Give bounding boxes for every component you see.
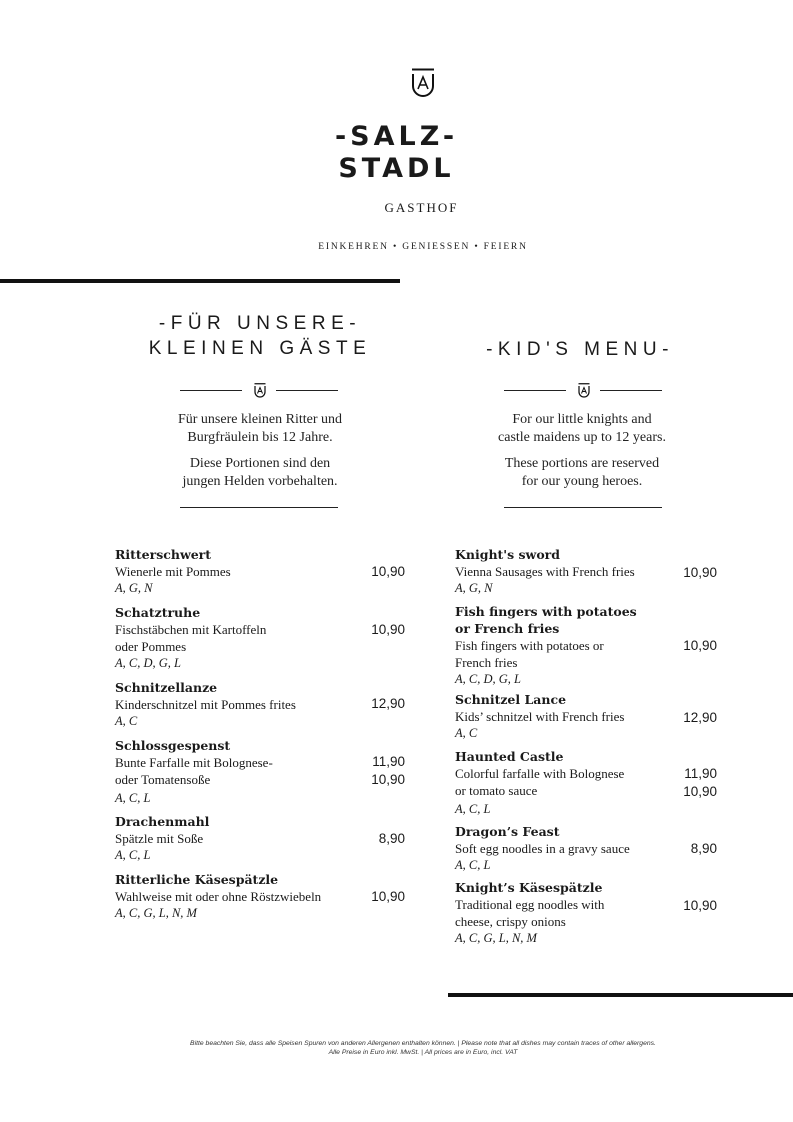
item-price: 10,90 (371, 622, 405, 637)
top-divider-bar (0, 279, 400, 283)
crest-logo-icon (411, 68, 435, 100)
item-name: Schnitzellanze (115, 680, 218, 695)
item-price: 8,90 (378, 831, 405, 846)
english-ornament-divider (504, 383, 664, 397)
tagline: EINKEHREN • GENIESSEN • FEIERN (318, 242, 528, 252)
item-description: Wienerle mit Pommes (115, 564, 231, 579)
item-description: Spätzle mit Soße (115, 831, 204, 846)
item-price: 12,90 (683, 710, 717, 725)
item-name: Schnitzel Lance (455, 692, 567, 707)
item-price: 10,90 (683, 638, 717, 653)
price-note: Alle Preise in Euro inkl. MwSt. | All prices are in Euro, incl. VAT (328, 1049, 518, 1056)
item-name: Haunted Castle (455, 749, 564, 764)
english-intro-reserved: These portions are reserved for our young heroes. (504, 456, 660, 489)
menu-item (115, 813, 365, 864)
menu-item (115, 871, 365, 922)
item-name: Dragon’s Feast (455, 824, 560, 839)
item-allergens: A, C, G, L, N, M (455, 931, 537, 945)
item-allergens: A, C, L (115, 848, 151, 862)
crest-small-icon (576, 383, 592, 399)
english-intro-age: For our little knights and castle maidens up to 12 years. (498, 412, 666, 445)
item-price: 11,90 10,90 (371, 754, 405, 787)
item-description: Wahlweise mit oder ohne Röstzwiebeln (115, 889, 322, 904)
item-price: 10,90 (371, 889, 405, 904)
german-heading-line2: KLEINEN GÄSTE (148, 338, 372, 359)
item-price: 10,90 (683, 898, 717, 913)
menu-item (455, 603, 675, 688)
item-allergens: A, C, L (455, 802, 491, 816)
german-ornament-divider (180, 383, 340, 397)
item-description: Vienna Sausages with French fries (455, 564, 635, 579)
menu-item (115, 679, 365, 730)
german-intro-rule (180, 507, 338, 508)
item-description: Kids’ schnitzel with French fries (455, 709, 625, 724)
item-name: Ritterliche Käsespätzle (115, 872, 279, 887)
brand-name-line1: -SALZ- (334, 121, 459, 152)
english-intro (452, 411, 712, 499)
menu-item (455, 546, 675, 597)
item-price: 11,90 10,90 (683, 766, 717, 799)
menu-item (115, 604, 365, 672)
item-name: Drachenmahl (115, 814, 210, 829)
item-description: Traditional egg noodles with cheese, crispy onions (455, 897, 605, 929)
item-allergens: A, G, N (455, 581, 493, 595)
english-intro-rule (504, 507, 662, 508)
item-price: 12,90 (371, 696, 405, 711)
item-allergens: A, G, N (115, 581, 153, 595)
item-allergens: A, C, L (115, 791, 151, 805)
item-name: Schatztruhe (115, 605, 201, 620)
item-name: Knight’s Käsespätzle (455, 880, 603, 895)
german-heading-line1: -FÜR UNSERE- (158, 313, 362, 334)
item-description: Soft egg noodles in a gravy sauce (455, 841, 630, 856)
item-price: 10,90 (683, 565, 717, 580)
item-description: Kinderschnitzel mit Pommes frites (115, 697, 296, 712)
item-description: Fish fingers with potatoes or French fries (455, 638, 604, 670)
bottom-divider-bar (448, 993, 793, 997)
menu-item (115, 737, 365, 807)
item-allergens: A, C, D, G, L (115, 656, 181, 670)
item-name: Fish fingers with potatoes or French fries (455, 604, 637, 636)
allergen-note: Bitte beachten Sie, dass alle Speisen Spuren von anderen Allergenen enthalten können. | Please note that all dishes may contain traces of other allergens. (190, 1040, 656, 1047)
german-intro-reserved: Diese Portionen sind den jungen Helden vorbehalten. (182, 456, 338, 489)
item-name: Knight's sword (455, 547, 560, 562)
item-description: Fischstäbchen mit Kartoffeln oder Pommes (115, 622, 267, 654)
brand-subtitle: GASTHOF (384, 200, 459, 215)
item-allergens: A, C, L (455, 858, 491, 872)
menu-item (455, 748, 675, 818)
item-price: 8,90 (690, 841, 717, 856)
menu-item (115, 546, 365, 597)
english-heading: -KID'S MENU- (486, 339, 674, 360)
item-description: Bunte Farfalle mit Bolognese- oder Tomatensoße (115, 755, 273, 787)
item-price: 10,90 (371, 564, 405, 579)
item-allergens: A, C (455, 726, 478, 740)
german-intro (130, 411, 390, 499)
item-description: Colorful farfalle with Bolognese or tomato sauce (455, 766, 625, 798)
brand-name-line2: STADL (338, 153, 455, 184)
crest-small-icon (252, 383, 268, 399)
item-name: Schlossgespenst (115, 738, 231, 753)
item-allergens: A, C (115, 714, 138, 728)
menu-item (455, 879, 675, 947)
item-allergens: A, C, D, G, L (455, 672, 521, 686)
item-name: Ritterschwert (115, 547, 212, 562)
german-intro-age: Für unsere kleinen Ritter und Burgfräulein bis 12 Jahre. (177, 412, 343, 445)
menu-item (455, 691, 675, 742)
item-allergens: A, C, G, L, N, M (115, 906, 197, 920)
menu-item (455, 823, 675, 874)
